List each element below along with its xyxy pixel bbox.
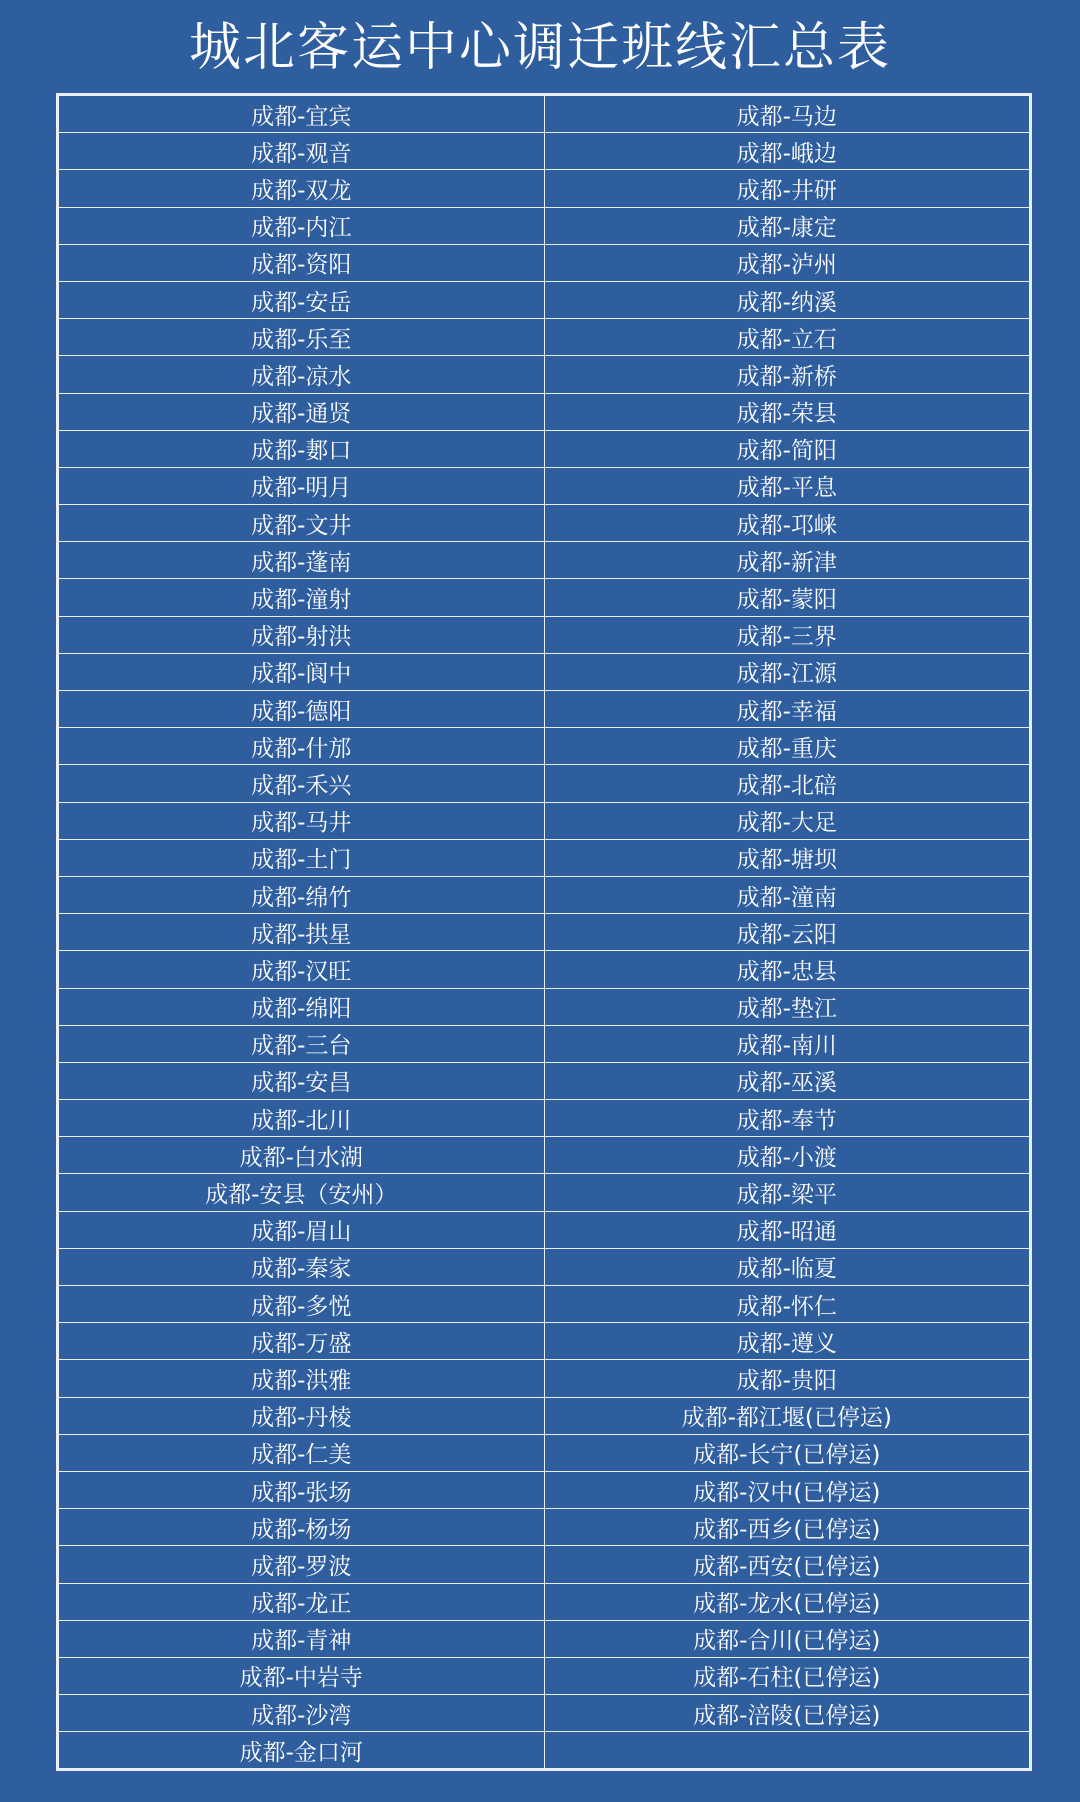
table-row <box>59 876 1030 913</box>
route-cell-left: 成都-安县（安州） <box>59 1174 545 1211</box>
route-cell-left: 成都-汉旺 <box>59 951 545 988</box>
route-table <box>58 95 1030 1769</box>
route-cell-left: 成都-拱星 <box>59 914 545 951</box>
route-cell-right: 成都-邛崃 <box>544 505 1030 542</box>
table-row <box>59 207 1030 244</box>
route-cell-left: 成都-文井 <box>59 505 545 542</box>
route-cell-left: 成都-观音 <box>59 133 545 170</box>
table-row <box>59 1100 1030 1137</box>
route-cell-right: 成都-昭通 <box>544 1211 1030 1248</box>
table-row <box>59 691 1030 728</box>
route-cell-left: 成都-万盛 <box>59 1323 545 1360</box>
table-row <box>59 839 1030 876</box>
table-row <box>59 319 1030 356</box>
route-cell-right: 成都-西乡(已停运) <box>544 1509 1030 1546</box>
table-row <box>59 1471 1030 1508</box>
table-row <box>59 281 1030 318</box>
route-cell-left: 成都-内江 <box>59 207 545 244</box>
route-cell-left: 成都-明月 <box>59 467 545 504</box>
route-cell-right: 成都-平息 <box>544 467 1030 504</box>
table-row <box>59 1174 1030 1211</box>
route-cell-right: 成都-石柱(已停运) <box>544 1657 1030 1694</box>
table-row <box>59 1509 1030 1546</box>
route-cell-left: 成都-丹棱 <box>59 1397 545 1434</box>
route-table-container <box>56 93 1032 1771</box>
table-row <box>59 728 1030 765</box>
table-row <box>59 1248 1030 1285</box>
table-row <box>59 96 1030 133</box>
route-cell-left: 成都-德阳 <box>59 691 545 728</box>
route-cell-right: 成都-贵阳 <box>544 1360 1030 1397</box>
route-cell-right: 成都-长宁(已停运) <box>544 1434 1030 1471</box>
table-row <box>59 1434 1030 1471</box>
route-cell-left: 成都-绵竹 <box>59 876 545 913</box>
route-cell-right: 成都-小渡 <box>544 1137 1030 1174</box>
table-row <box>59 1546 1030 1583</box>
route-cell-right: 成都-怀仁 <box>544 1286 1030 1323</box>
table-row <box>59 579 1030 616</box>
route-cell-right: 成都-幸福 <box>544 691 1030 728</box>
page-title: 城北客运中心调迁班线汇总表 <box>188 18 891 78</box>
table-row <box>59 1620 1030 1657</box>
route-cell-right: 成都-合川(已停运) <box>544 1620 1030 1657</box>
table-row <box>59 1360 1030 1397</box>
route-cell-right: 成都-马边 <box>544 96 1030 133</box>
route-cell-right: 成都-垫江 <box>544 988 1030 1025</box>
table-row <box>59 1397 1030 1434</box>
route-cell-left: 成都-宜宾 <box>59 96 545 133</box>
route-cell-right: 成都-汉中(已停运) <box>544 1471 1030 1508</box>
route-cell-left: 成都-仁美 <box>59 1434 545 1471</box>
table-row <box>59 1657 1030 1694</box>
route-cell-right: 成都-潼南 <box>544 876 1030 913</box>
route-cell-right: 成都-简阳 <box>544 430 1030 467</box>
route-cell-right: 成都-都江堰(已停运) <box>544 1397 1030 1434</box>
route-cell-left: 成都-什邡 <box>59 728 545 765</box>
table-row <box>59 914 1030 951</box>
table-row <box>59 1137 1030 1174</box>
route-cell-right: 成都-峨边 <box>544 133 1030 170</box>
route-cell-left: 成都-北川 <box>59 1100 545 1137</box>
route-cell-left: 成都-土门 <box>59 839 545 876</box>
route-cell-left: 成都-秦家 <box>59 1248 545 1285</box>
table-row <box>59 1025 1030 1062</box>
route-cell-left: 成都-安岳 <box>59 281 545 318</box>
table-row <box>59 1211 1030 1248</box>
table-row <box>59 1695 1030 1732</box>
route-cell-left: 成都-安昌 <box>59 1062 545 1099</box>
table-row <box>59 951 1030 988</box>
table-row <box>59 1732 1030 1769</box>
route-cell-right: 成都-新桥 <box>544 356 1030 393</box>
route-cell-right: 成都-巫溪 <box>544 1062 1030 1099</box>
route-cell-right: 成都-立石 <box>544 319 1030 356</box>
route-cell-left: 成都-蓬南 <box>59 542 545 579</box>
table-row <box>59 133 1030 170</box>
route-cell-left: 成都-双龙 <box>59 170 545 207</box>
route-cell-right: 成都-三界 <box>544 616 1030 653</box>
route-cell-right: 成都-塘坝 <box>544 839 1030 876</box>
route-cell-right: 成都-奉节 <box>544 1100 1030 1137</box>
route-cell-left: 成都-杨场 <box>59 1509 545 1546</box>
table-row <box>59 542 1030 579</box>
route-cell-right: 成都-涪陵(已停运) <box>544 1695 1030 1732</box>
table-row <box>59 653 1030 690</box>
route-cell-right: 成都-纳溪 <box>544 281 1030 318</box>
route-cell-left: 成都-通贤 <box>59 393 545 430</box>
route-cell-left: 成都-龙正 <box>59 1583 545 1620</box>
table-row <box>59 765 1030 802</box>
route-cell-left: 成都-金口河 <box>59 1732 545 1769</box>
route-cell-right: 成都-重庆 <box>544 728 1030 765</box>
route-cell-left: 成都-潼射 <box>59 579 545 616</box>
route-cell-right: 成都-西安(已停运) <box>544 1546 1030 1583</box>
route-cell-right: 成都-井研 <box>544 170 1030 207</box>
route-table-body <box>59 96 1030 1769</box>
route-cell-right: 成都-忠县 <box>544 951 1030 988</box>
route-cell-left: 成都-罗波 <box>59 1546 545 1583</box>
route-cell-right: 成都-南川 <box>544 1025 1030 1062</box>
route-cell-left: 成都-中岩寺 <box>59 1657 545 1694</box>
table-row <box>59 616 1030 653</box>
route-cell-right: 成都-龙水(已停运) <box>544 1583 1030 1620</box>
table-row <box>59 1286 1030 1323</box>
route-cell-right: 成都-大足 <box>544 802 1030 839</box>
route-cell-left: 成都-阆中 <box>59 653 545 690</box>
table-row <box>59 802 1030 839</box>
route-cell-left: 成都-马井 <box>59 802 545 839</box>
table-row <box>59 430 1030 467</box>
route-cell-left: 成都-乐至 <box>59 319 545 356</box>
route-cell-right: 成都-遵义 <box>544 1323 1030 1360</box>
route-cell-right: 成都-江源 <box>544 653 1030 690</box>
route-cell-right: 成都-临夏 <box>544 1248 1030 1285</box>
route-cell-right: 成都-云阳 <box>544 914 1030 951</box>
route-cell-left: 成都-凉水 <box>59 356 545 393</box>
route-cell-left: 成都-白水湖 <box>59 1137 545 1174</box>
route-cell-right: 成都-泸州 <box>544 244 1030 281</box>
table-row <box>59 244 1030 281</box>
route-cell-left: 成都-绵阳 <box>59 988 545 1025</box>
route-cell-right: 成都-康定 <box>544 207 1030 244</box>
table-row <box>59 356 1030 393</box>
route-cell-right: 成都-新津 <box>544 542 1030 579</box>
route-cell-left: 成都-射洪 <box>59 616 545 653</box>
table-row <box>59 988 1030 1025</box>
route-cell-right: 成都-北碚 <box>544 765 1030 802</box>
route-cell-left: 成都-青神 <box>59 1620 545 1657</box>
table-row <box>59 170 1030 207</box>
route-cell-right <box>544 1732 1030 1769</box>
route-cell-left: 成都-沙湾 <box>59 1695 545 1732</box>
route-cell-left: 成都-眉山 <box>59 1211 545 1248</box>
route-cell-left: 成都-张场 <box>59 1471 545 1508</box>
table-row <box>59 467 1030 504</box>
table-row <box>59 1583 1030 1620</box>
route-cell-left: 成都-三台 <box>59 1025 545 1062</box>
table-row <box>59 393 1030 430</box>
route-cell-left: 成都-郪口 <box>59 430 545 467</box>
route-cell-left: 成都-多悦 <box>59 1286 545 1323</box>
route-cell-right: 成都-蒙阳 <box>544 579 1030 616</box>
route-cell-right: 成都-梁平 <box>544 1174 1030 1211</box>
table-row <box>59 1323 1030 1360</box>
route-cell-left: 成都-资阳 <box>59 244 545 281</box>
table-row <box>59 1062 1030 1099</box>
route-cell-right: 成都-荣县 <box>544 393 1030 430</box>
route-cell-left: 成都-禾兴 <box>59 765 545 802</box>
route-cell-left: 成都-洪雅 <box>59 1360 545 1397</box>
table-row <box>59 505 1030 542</box>
